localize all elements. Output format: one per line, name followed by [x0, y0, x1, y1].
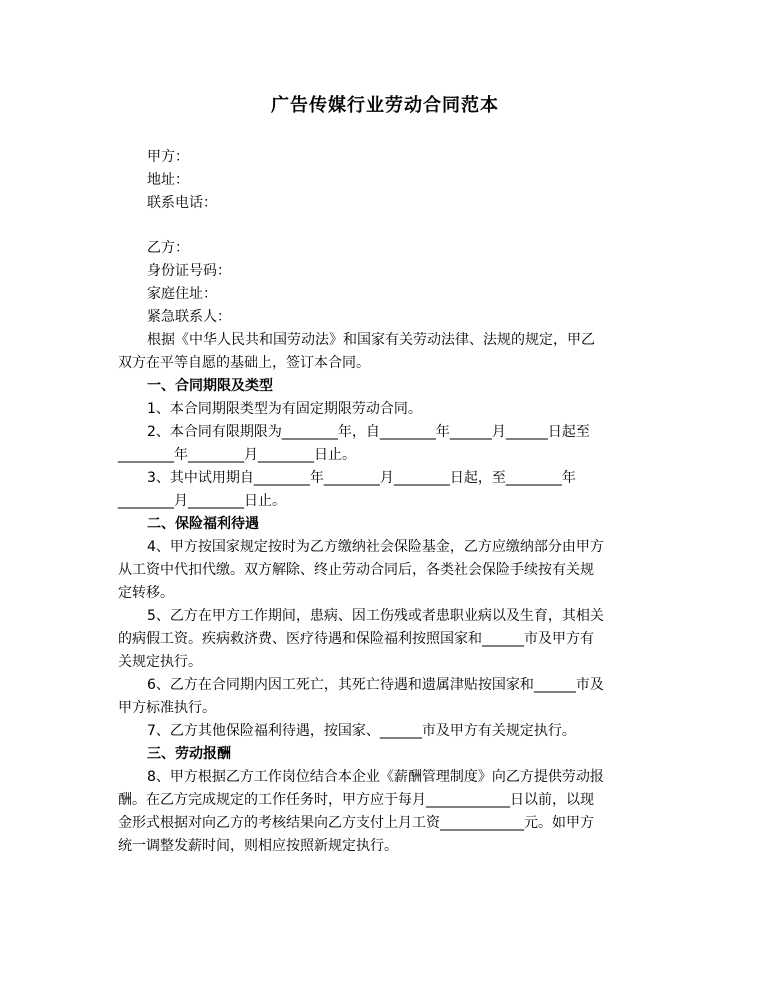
clause-line: 3、其中试用期自________年________月________日起，至________年 [147, 470, 576, 486]
clause-line: 酬。在乙方完成规定的工作任务时，甲方应于每月____________日以前，以现 [118, 792, 594, 808]
party-b-id-number: 身份证号码： [147, 263, 231, 279]
party-a-address: 地址： [147, 172, 189, 188]
clause-line: 从工资中代扣代缴。双方解除、终止劳动合同后，各类社会保险手续按有关规 [118, 562, 594, 578]
clause-line: ________月________日止。 [118, 493, 286, 509]
clause-line: 定转移。 [118, 585, 174, 601]
party-a-phone: 联系电话： [147, 195, 217, 211]
clause-line: 2、本合同有限期限为________年，自________年______月______日起至 [147, 424, 590, 440]
clause-line: 7、乙方其他保险福利待遇，按国家、______市及甲方有关规定执行。 [147, 723, 576, 739]
intro-line: 根据《中华人民共和国劳动法》和国家有关劳动法律、法规的规定，甲乙 [147, 332, 595, 348]
document-title: 广告传媒行业劳动合同范本 [271, 95, 499, 116]
clause-line: 6、乙方在合同期内因工死亡，其死亡待遇和遗属津贴按国家和______市及 [147, 677, 604, 693]
party-b-home-address: 家庭住址： [147, 286, 217, 302]
party-b-emergency-contact: 紧急联系人： [147, 309, 231, 325]
clause-line: ________年________月________日止。 [118, 447, 356, 463]
clause-line: 1、本合同期限类型为有固定期限劳动合同。 [147, 401, 422, 417]
section-heading: 二、保险福利待遇 [147, 516, 259, 532]
clause-line: 关规定执行。 [118, 654, 202, 670]
clause-line: 的病假工资。疾病救济费、医疗待遇和保险福利按照国家和______市及甲方有 [118, 631, 594, 647]
spacer [118, 215, 658, 237]
intro-line: 双方在平等自愿的基础上，签订本合同。 [118, 355, 370, 371]
party-b-name: 乙方： [147, 240, 189, 256]
clause-line: 4、甲方按国家规定按时为乙方缴纳社会保险基金，乙方应缴纳部分由甲方 [147, 539, 604, 555]
clause-line: 金形式根据对向乙方的考核结果向乙方支付上月工资____________元。如甲方 [118, 815, 594, 831]
document-body [118, 146, 658, 858]
clause-line: 甲方标准执行。 [118, 700, 216, 716]
clause-line: 5、乙方在甲方工作期间，患病、因工伤残或者患职业病以及生育，其相关 [147, 608, 604, 624]
section-heading: 一、合同期限及类型 [147, 378, 273, 394]
section-heading: 三、劳动报酬 [147, 746, 231, 762]
party-a-name: 甲方： [147, 149, 189, 165]
clause-line: 8、甲方根据乙方工作岗位结合本企业《薪酬管理制度》向乙方提供劳动报 [147, 769, 604, 785]
clause-line: 统一调整发薪时间，则相应按照新规定执行。 [118, 838, 398, 854]
